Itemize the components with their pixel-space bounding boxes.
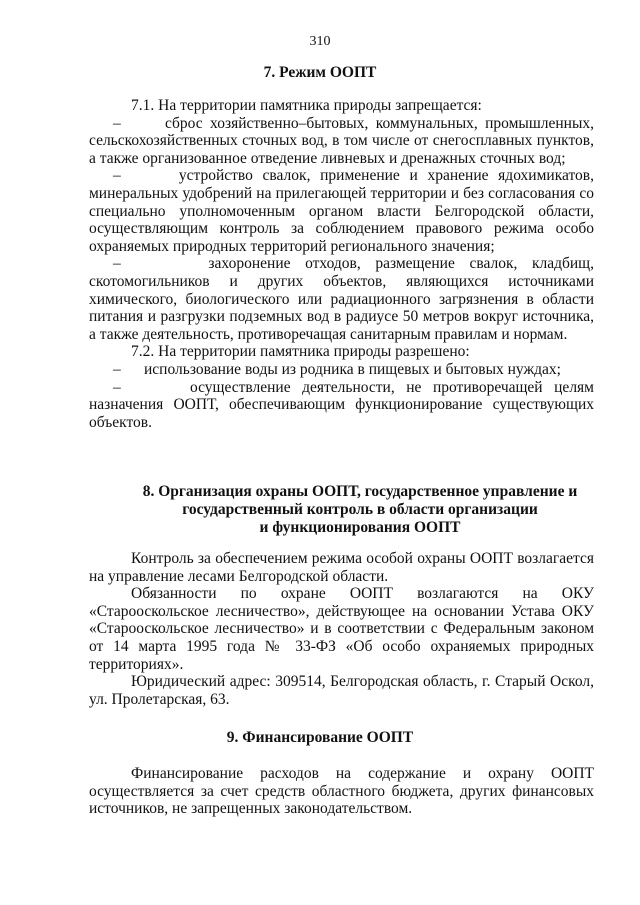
- section-9-paragraph-1: Финансирование расходов на содержание и охрану ООПТ осуществляется за счет средств областного бюджета, других финансовых источников, не запрещенных законодательством.: [89, 765, 594, 818]
- section-8-paragraph-1: Контроль за обеспечением режима особой охраны ООПТ возлагается на управление лесами Белгородской области.: [89, 550, 594, 585]
- section-7-paragraph-1: 7.1. На территории памятника природы запрещается:: [131, 97, 482, 114]
- section-8-title: [120, 483, 600, 537]
- section-7-item-1: – сброс хозяйственно–бытовых, коммунальных, промышленных, сельскохозяйственных сточных вод, в том числе от снегосплавных пунктов, а также организованное отведение ливневых и дренажных сточных вод;: [89, 114, 594, 167]
- page-number: 310: [309, 34, 331, 49]
- section-9-body: [89, 765, 594, 818]
- section-7-title: 7. Режим ООПТ: [263, 64, 377, 81]
- section-8-title-line-3: и функционирования ООПТ: [259, 519, 461, 536]
- section-7-paragraph-2: 7.2. На территории памятника природы разрешено:: [131, 343, 470, 361]
- section-7-item-3: – захоронение отходов, размещение свалок, кладбищ, скотомогильников и других объектов, являющихся источниками химического, биологического или радиационного загрязнения в области питания и разгрузки подземных вод в радиусе 50 метров вокруг источника, а также деятельность, противоречащая санитарным правилам и нормам.: [89, 255, 594, 343]
- section-9-title: 9. Финансирование ООПТ: [226, 729, 414, 746]
- section-7-item-4: – использование воды из родника в пищевых и бытовых нуждах;: [113, 360, 561, 378]
- section-8-body: [89, 550, 594, 708]
- section-8-paragraph-2: Обязанности по охране ООПТ возлагаются на ОКУ «Старооскольское лесничество», действующее на основании Устава ОКУ «Старооскольское лесничество» и в соответствии с Федеральным законом от 14 марта 1995 года № 33-ФЗ «Об особо охраняемых природных территориях».: [89, 585, 594, 673]
- section-8-title-line-1: 8. Организация охраны ООПТ, государственное управление и: [142, 483, 578, 500]
- section-7-item-5: – осуществление деятельности, не противоречащей целям назначения ООПТ, обеспечивающим функционирование существующих объектов.: [89, 378, 594, 431]
- section-8-title-line-2: государственный контроль в области организации: [182, 501, 538, 518]
- section-8-paragraph-3: Юридический адрес: 309514, Белгородская область, г. Старый Оскол, ул. Пролетарская, 63.: [89, 673, 594, 708]
- section-7-item-2: – устройство свалок, применение и хранение ядохимикатов, минеральных удобрений на прилегающей территории и без согласования со специально уполномоченным органом власти Белгородской области, осуществляющим контроль за соблюдением правового режима особо охраняемых природных территорий регионального значения;: [89, 167, 594, 255]
- section-7-body: [89, 97, 594, 431]
